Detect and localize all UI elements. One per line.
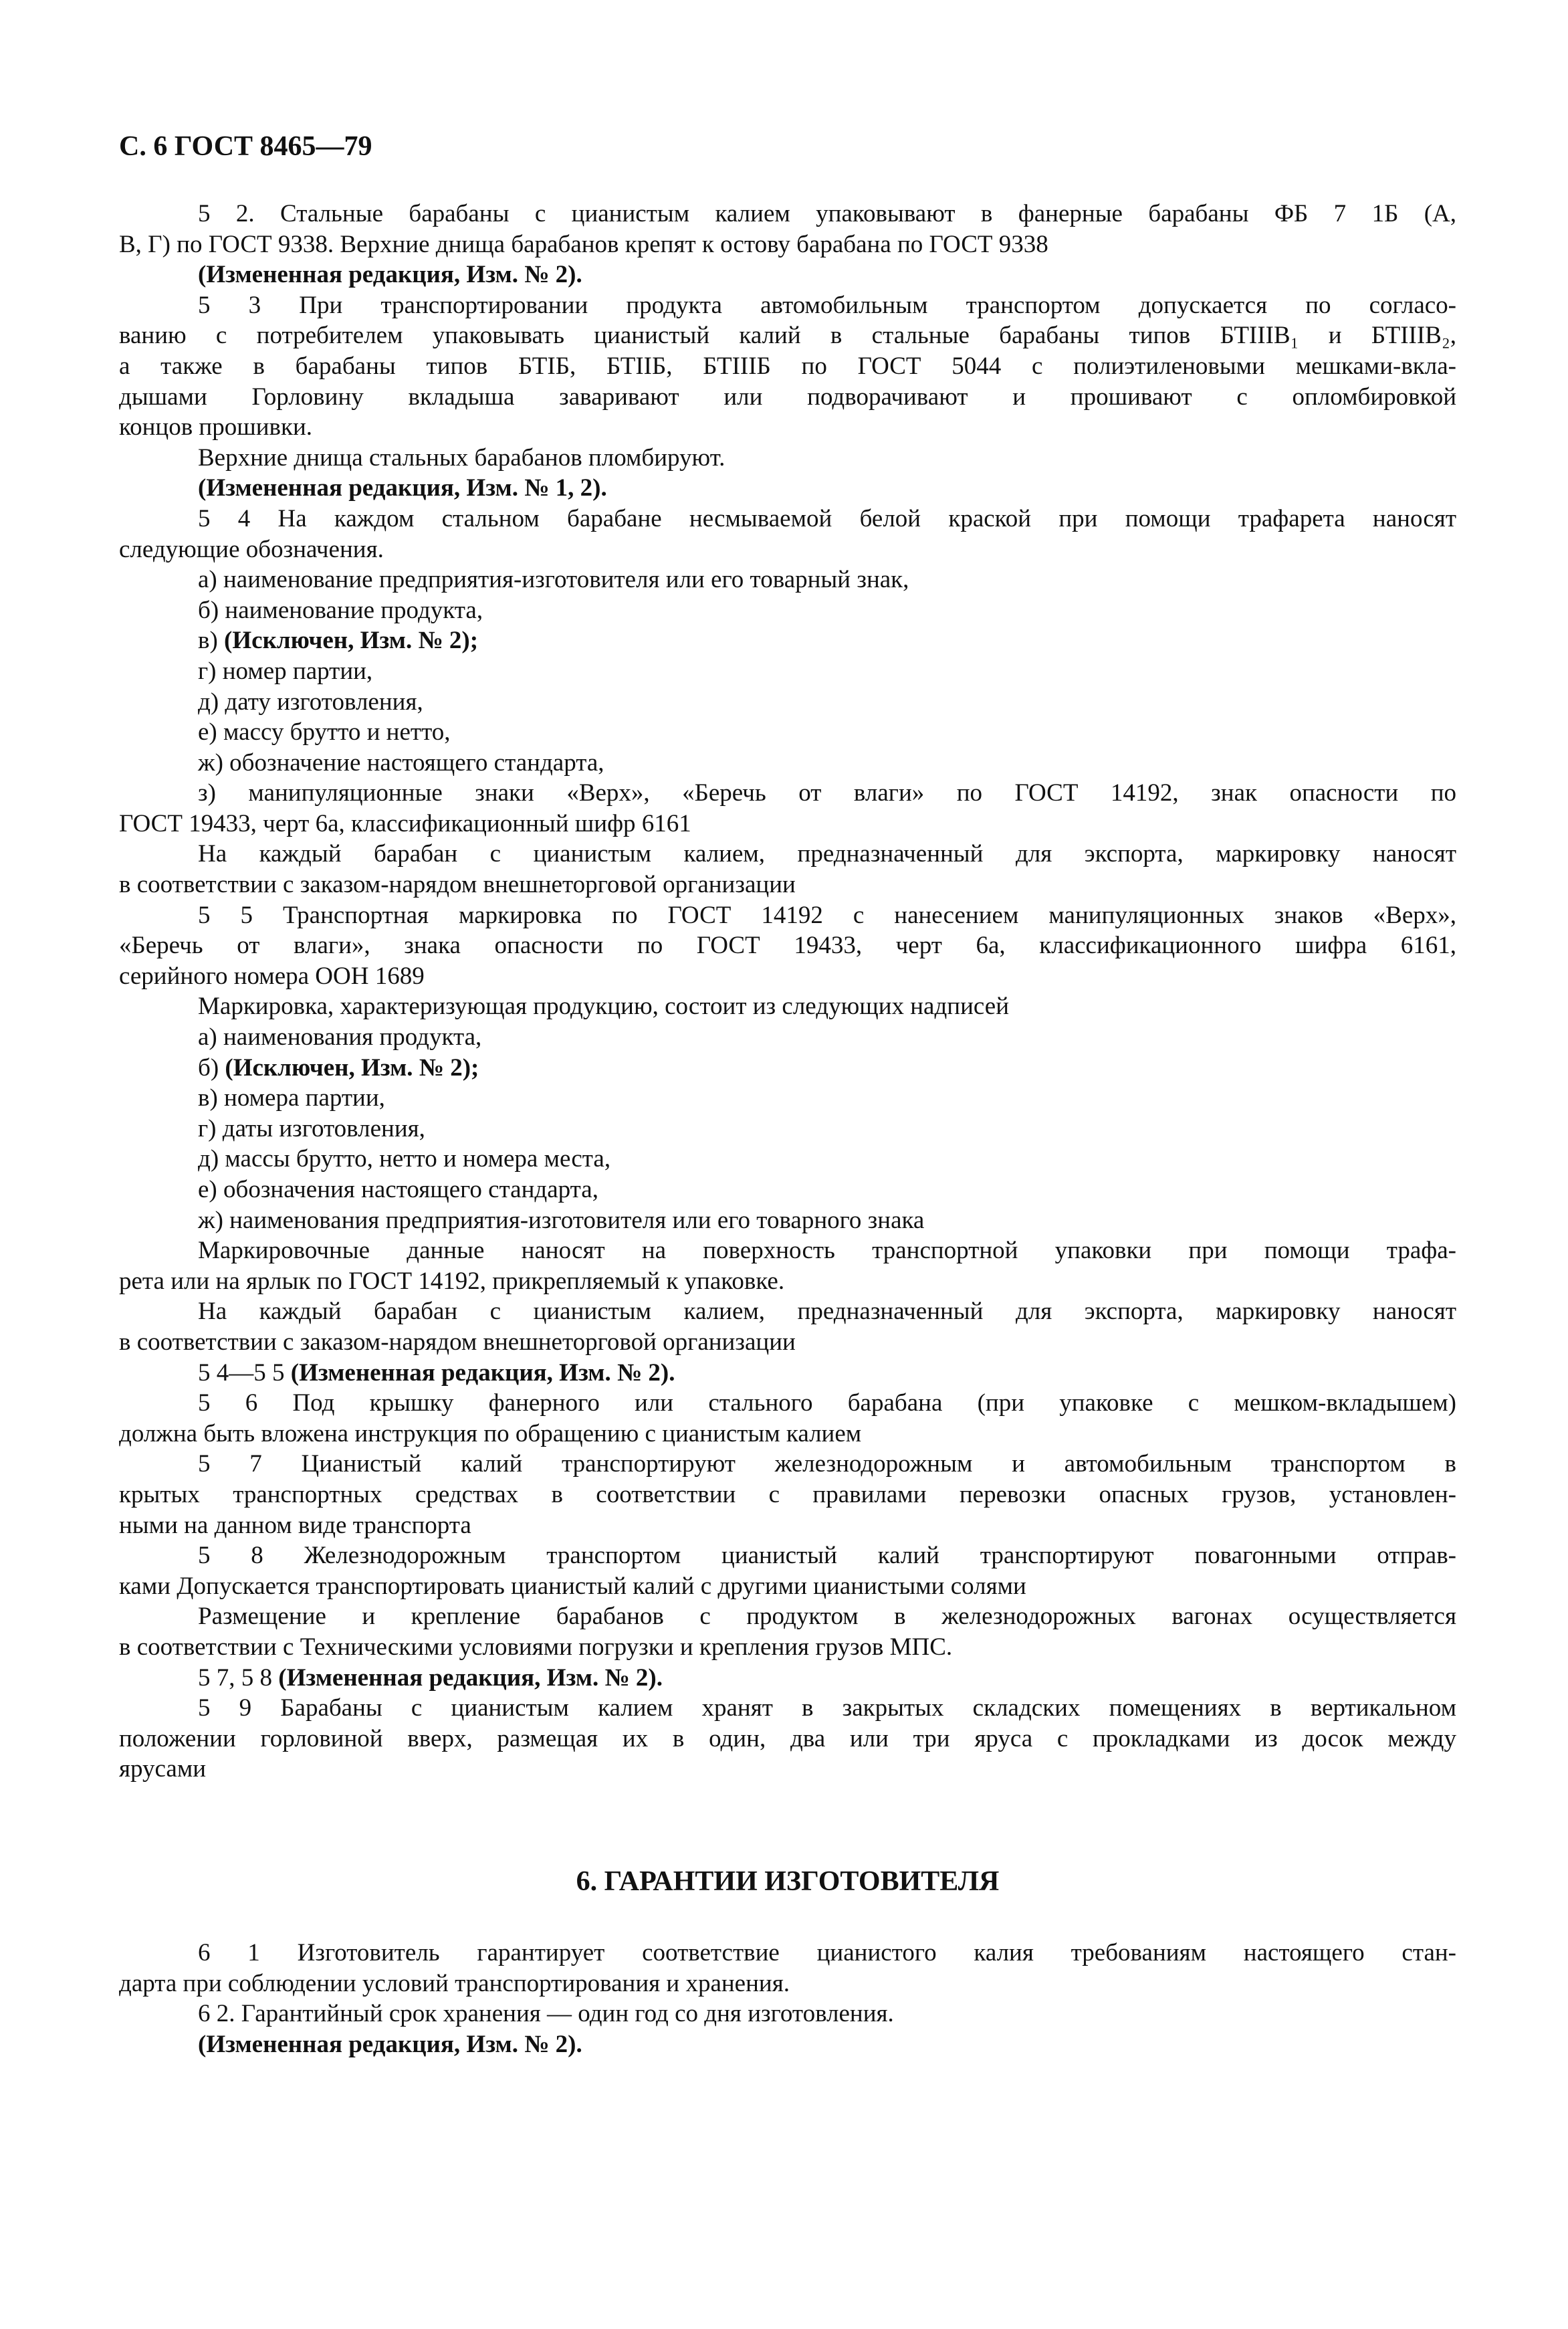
text-line: в) (Исключен, Изм. № 2); [198,627,479,655]
text-line: серийного номера ООН 1689 [119,962,425,990]
section-6-title: 6. ГАРАНТИИ ИЗГОТОВИТЕЛЯ [576,1866,1000,1897]
text-line: 5 4 На каждом стальном барабане несмываемой белой краской при помощи трафарета наносят [198,504,1456,532]
text-line: ярусами [119,1755,207,1783]
text-line: концов прошивки. [119,413,313,441]
text-line: з) манипуляционные знаки «Верх», «Беречь от влаги» по ГОСТ 14192, знак опасности по [198,779,1456,807]
text-line: б) (Исключен, Изм. № 2); [198,1053,479,1082]
text-line: следующие обозначения. [119,535,384,563]
text-line: Верхние днища стальных барабанов пломбируют. [198,443,725,472]
text-line: Размещение и крепление барабанов с продуктом в железнодорожных вагонах осуществляется [198,1603,1456,1631]
text-line: крытых транспортных средствах в соответствии с правилами перевозки опасных грузов, установлен- [119,1480,1456,1508]
text-line: а также в барабаны типов БТIБ, БТIIБ, БТIIIБ по ГОСТ 5044 с полиэтиленовыми мешками-вкла- [119,352,1456,380]
text-line: Маркировочные данные наносят на поверхность транспортной упаковки при помощи трафа- [198,1237,1456,1265]
text-line: г) номер партии, [198,657,373,685]
text-line: (Измененная редакция, Изм. № 1, 2). [198,474,607,502]
text-line: дарта при соблюдении условий транспортирования и хранения. [119,1969,790,1997]
text-line: Маркировка, характеризующая продукцию, состоит из следующих надписей [198,993,1009,1021]
text-line: 5 5 Транспортная маркировка по ГОСТ 14192 с нанесением манипуляционных знаков «Верх», [198,901,1456,929]
text-line: 5 7 Цианистый калий транспортируют железнодорожным и автомобильным транспортом в [198,1450,1456,1478]
text-line: е) обозначения настоящего стандарта, [198,1176,598,1203]
text-line: В, Г) по ГОСТ 9338. Верхние днища барабанов крепят к остову барабана по ГОСТ 9338 [119,230,1048,258]
text-line: в соответствии с заказом-нарядом внешнеторговой организации [119,871,796,899]
text-line: б) наименование продукта, [198,596,483,624]
text-line: положении горловиной вверх, размещая их в один, два или три яруса с прокладками из досок между [119,1724,1456,1752]
text-line: а) наименование предприятия-изготовителя или его товарный знак, [198,566,909,594]
text-line: рета или на ярлык по ГОСТ 14192, прикрепляемый к упаковке. [119,1267,785,1295]
text-line: д) массы брутто, нетто и номера места, [198,1145,611,1173]
text-line: 6 1 Изготовитель гарантирует соответствие цианистого калия требованиям настоящего стан- [198,1939,1456,1966]
text-line: д) дату изготовления, [198,688,423,716]
text-line: ж) обозначение настоящего стандарта, [198,748,604,777]
text-line: ж) наименования предприятия-изготовителя или его товарного знака [198,1206,925,1234]
page-header: С. 6 ГОСТ 8465—79 [119,131,372,162]
text-line: На каждый барабан с цианистым калием, предназначенный для экспорта, маркировку наносят [198,1298,1456,1326]
text-line: г) даты изготовления, [198,1114,425,1142]
text-line: е) массу брутто и нетто, [198,718,451,746]
section-5-text [119,199,1456,1785]
text-line: «Беречь от влаги», знака опасности по ГОСТ 19433, черт 6а, классификационного шифра 6161, [119,932,1456,960]
text-line: (Измененная редакция, Изм. № 2). [198,2030,582,2058]
text-line: 6 2. Гарантийный срок хранения — один год со дня изготовления. [198,2000,894,2028]
text-line: 5 6 Под крышку фанерного или стального барабана (при упаковке с мешком-вкладышем) [198,1389,1456,1417]
text-line: дышами Горловину вкладыша заваривают или подворачивают и прошивают с опломбировкой [119,383,1456,411]
text-line: должна быть вложена инструкция по обращению с цианистым калием [119,1419,862,1447]
text-line: в соответствии с заказом-нарядом внешнеторговой организации [119,1328,796,1356]
text-line: в) номера партии, [198,1084,385,1112]
text-line: в соответствии с Техническими условиями погрузки и крепления грузов МПС. [119,1633,953,1661]
text-line: 5 2. Стальные барабаны с цианистым калием упаковывают в фанерные барабаны ФБ 7 1Б (А, [198,200,1456,227]
text-line: 5 8 Железнодорожным транспортом цианистый калий транспортируют повагонными отправ- [198,1542,1456,1570]
text-line: ГОСТ 19433, черт 6а, классификационный шифр 6161 [119,809,691,837]
section-6-text [119,1938,1456,2059]
text-line: ванию с потребителем упаковывать цианистый калий в стальные барабаны типов БТIIIВ₁ и БТIIIВ₂, [119,322,1456,350]
text-line: 5 4—5 5 (Измененная редакция, Изм. № 2). [198,1358,675,1387]
text-line: На каждый барабан с цианистым калием, предназначенный для экспорта, маркировку наносят [198,840,1456,868]
text-line: 5 7, 5 8 (Измененная редакция, Изм. № 2). [198,1663,663,1692]
text-line: (Измененная редакция, Изм. № 2). [198,261,582,289]
text-line: ками Допускается транспортировать цианистый калий с другими цианистыми солями [119,1572,1026,1600]
text-line: 5 9 Барабаны с цианистым калием хранят в закрытых складских помещениях в вертикальном [198,1694,1456,1722]
text-line: 5 3 При транспортировании продукта автомобильным транспортом допускается по согласо- [198,291,1456,319]
text-line: а) наименования продукта, [198,1023,482,1051]
text-line: ными на данном виде транспорта [119,1511,471,1539]
